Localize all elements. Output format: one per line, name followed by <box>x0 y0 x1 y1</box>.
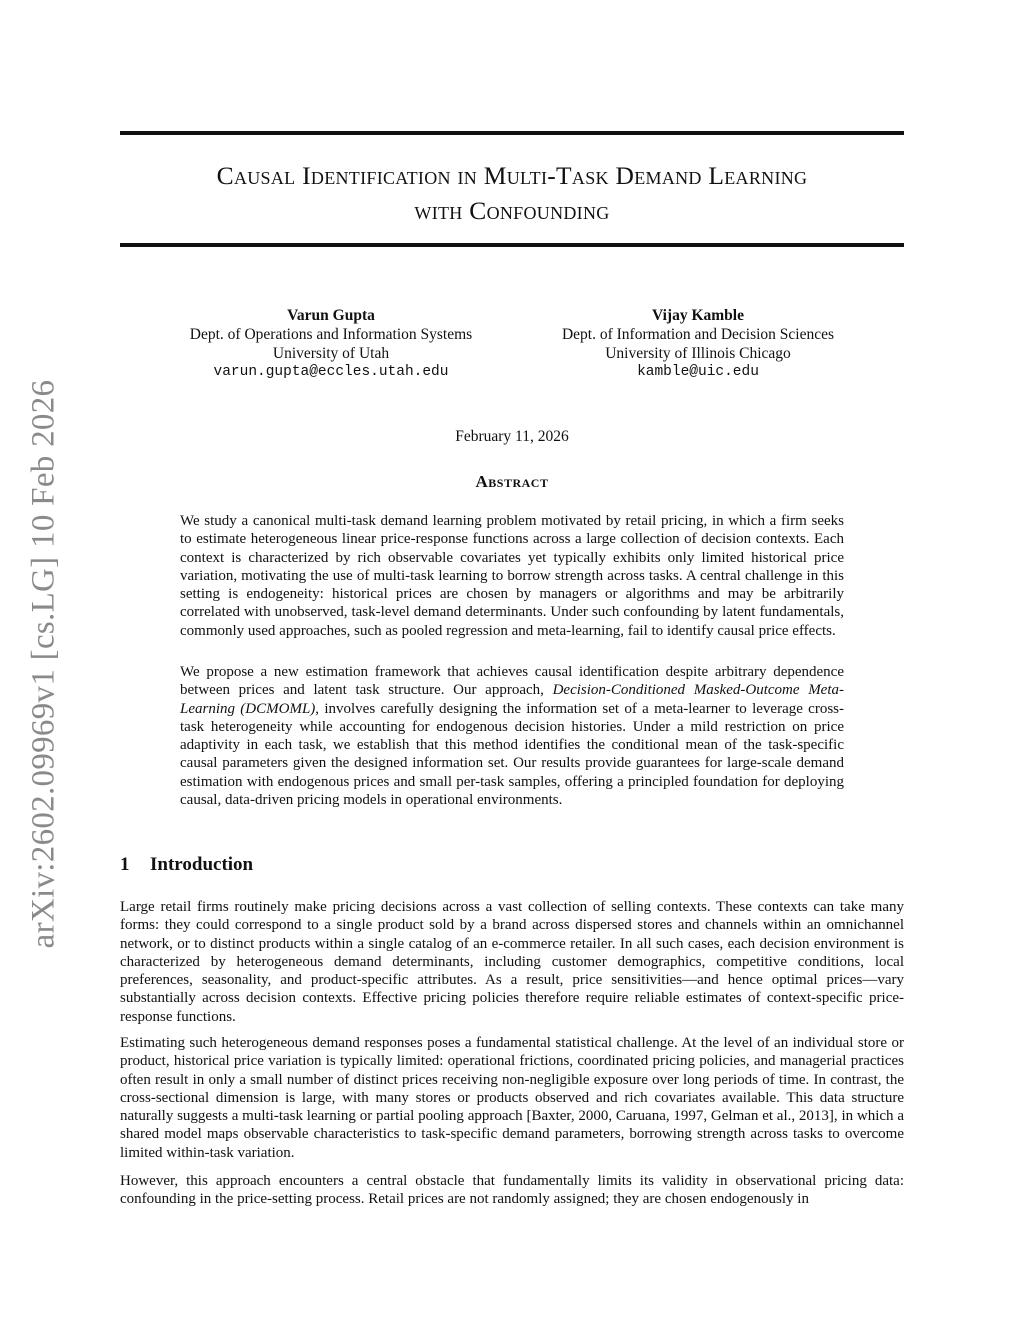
author-name: Vijay Kamble <box>652 307 744 324</box>
section-heading-introduction <box>120 854 253 876</box>
intro-paragraph-2: Estimating such heterogeneous demand responses poses a fundamental statistical challenge. At the level of an individual store or product, historical price variation is typically limited: operational frictions, coordinated pricing policies, and managerial practices often result in only a small number of distinct prices receiving non-negligible exposure over long periods of time. In contrast, the cross-sectional dimension is large, with many stores or products observed and rich covariates available. This data structure naturally suggests a multi-task learning or partial pooling approach [Baxter, 2000, Caruana, 1997, Gelman et al., 2013], in which a shared model maps observable characteristics to task-specific demand parameters, borrowing strength across tasks to overcome limited within-task variation. <box>120 1035 904 1161</box>
author-email[interactable]: kamble@uic.edu <box>637 364 759 380</box>
author-institution: University of Utah <box>272 345 390 362</box>
author-institution: University of Illinois Chicago <box>605 345 791 362</box>
intro-paragraph-3: However, this approach encounters a central obstacle that fundamentally limits its validity in observational pricing data: confounding in the price-setting process. Retail prices are not randomly assigned; they are chosen endogenously in <box>120 1173 904 1208</box>
abstract-paragraph-1: We study a canonical multi-task demand learning problem motivated by retail pricing, in which a firm seeks to estimate heterogeneous linear price-response functions across a large collection of decision contexts. Each context is characterized by rich observable covariates yet typically exhibits only limited historical price variation, motivating the use of multi-task learning to borrow strength across tasks. A central challenge in this setting is endogeneity: historical prices are chosen by managers or algorithms and may be arbitrarily correlated with unobserved, task-level demand determinants. Under such confounding by latent fundamentals, commonly used approaches, such as pooled regression and meta-learning, fail to identify causal price effects. <box>180 513 844 639</box>
author-block-1 <box>121 306 541 382</box>
author-email[interactable]: varun.gupta@eccles.utah.edu <box>213 364 449 380</box>
paper-title <box>120 158 904 228</box>
author-department: Dept. of Information and Decision Sciences <box>561 326 835 343</box>
title-top-rule <box>120 131 904 135</box>
author-name: Varun Gupta <box>287 307 375 324</box>
author-block-2 <box>488 306 908 382</box>
paper-title-line-2: with Confounding <box>414 196 610 225</box>
paper-title-line-1: Causal Identification in Multi-Task Demand Learning <box>216 161 808 190</box>
paper-date: February 11, 2026 <box>455 428 569 445</box>
abstract-text: , involves carefully designing the information set of a meta-learner to leverage cross-task heterogeneity while accounting for endogenous decision histories. Under a mild restriction on price adaptivity in each task, we establish that this method identifies the conditional mean of the task-specific causal parameters given the designed information set. Our results provide guarantees for large-scale demand estimation with endogenous prices and small per-task samples, offering a principled foundation for deploying causal, data-driven pricing models in operational environments. <box>180 700 844 809</box>
abstract-heading: Abstract <box>475 472 549 491</box>
intro-paragraph-1: Large retail firms routinely make pricing decisions across a vast collection of selling contexts. These contexts can take many forms: they could correspond to a single product sold by a brand across dispersed stores and channels within an omnichannel network, or to distinct products within a single catalog of an e-commerce retailer. In all such cases, each decision environment is characterized by heterogeneous demand determinants, including customer demographics, competitive conditions, local preferences, seasonality, and product-specific attributes. As a result, price sensitivities—and hence optimal prices—vary substantially across decision contexts. Effective pricing policies therefore require reliable estimates of context-specific price-response functions. <box>120 899 904 1025</box>
title-bottom-rule <box>120 243 904 247</box>
section-number: 1 <box>120 854 130 875</box>
arxiv-side-stamp: arXiv:2602.09969v1 [cs.LG] 10 Feb 2026 <box>25 379 62 949</box>
abstract-text: We propose a new estimation framework that achieves causal identification despite arbitrary dependence between prices and latent task structure. Our approach, <box>180 664 844 699</box>
author-department: Dept. of Operations and Information Systems <box>189 326 473 343</box>
section-title: Introduction <box>150 854 254 875</box>
abstract-paragraph-2 <box>180 663 844 809</box>
method-name: Decision-Conditioned Masked-Outcome Meta-Learning (DCMOML) <box>180 682 845 717</box>
